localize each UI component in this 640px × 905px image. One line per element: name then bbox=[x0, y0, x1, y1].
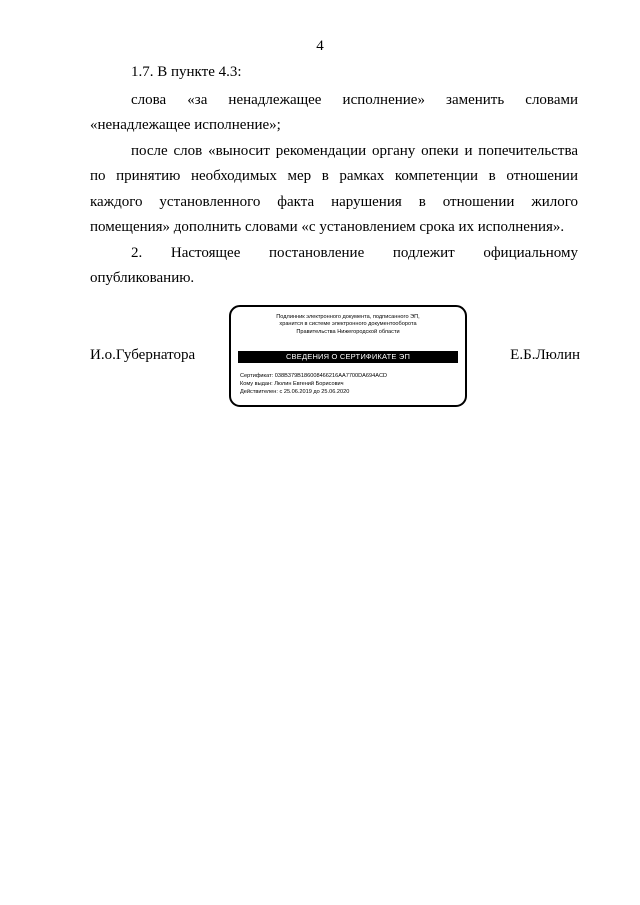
signatory-name: Е.Б.Люлин bbox=[510, 347, 580, 363]
stamp-validity: Действителен: с 25.06.2019 до 25.06.2020 bbox=[240, 389, 350, 395]
page-number: 4 bbox=[316, 38, 324, 54]
signatory-title: И.о.Губернатора bbox=[90, 347, 196, 363]
clause-words-line-1: слова «за ненадлежащее исполнение» заменить словами bbox=[131, 92, 578, 108]
clause-after-line-2: по принятию необходимых мер в рамках компетенции в отношении bbox=[90, 168, 578, 184]
clause-after-line-3: каждого установленного факта нарушения в отношении жилого bbox=[90, 194, 578, 210]
stamp-header-line: Правительства Нижегородской области bbox=[296, 328, 400, 335]
stamp-issued-to: Кому выдан: Люлин Евгений Борисович bbox=[240, 381, 344, 387]
clause-words-line-2: «ненадлежащее исполнение»; bbox=[90, 117, 281, 133]
clause-after-line-1: после слов «выносит рекомендации органу опеки и попечительства bbox=[131, 143, 578, 159]
clause-2-line-2: опубликованию. bbox=[90, 270, 195, 286]
clause-after-line-4: помещения» дополнить словами «с установлением срока их исполнения». bbox=[90, 219, 565, 235]
stamp-header-line: хранится в системе электронного документооборота bbox=[279, 321, 417, 328]
clause-2-line-1: 2. Настоящее постановление подлежит официальному bbox=[131, 245, 578, 261]
electronic-signature-stamp bbox=[229, 305, 467, 407]
stamp-header-line: Подлинник электронного документа, подписанного ЭП, bbox=[276, 314, 420, 320]
stamp-certificate-number: Сертификат: 038B379B186008466216AA7700DA694ACD bbox=[240, 373, 388, 379]
stamp-certificate-info bbox=[240, 372, 387, 396]
stamp-certificate-bar: СВЕДЕНИЯ О СЕРТИФИКАТЕ ЭП bbox=[238, 351, 458, 363]
stamp-header bbox=[231, 314, 465, 336]
clause-1-7: 1.7. В пункте 4.3: bbox=[131, 64, 242, 80]
